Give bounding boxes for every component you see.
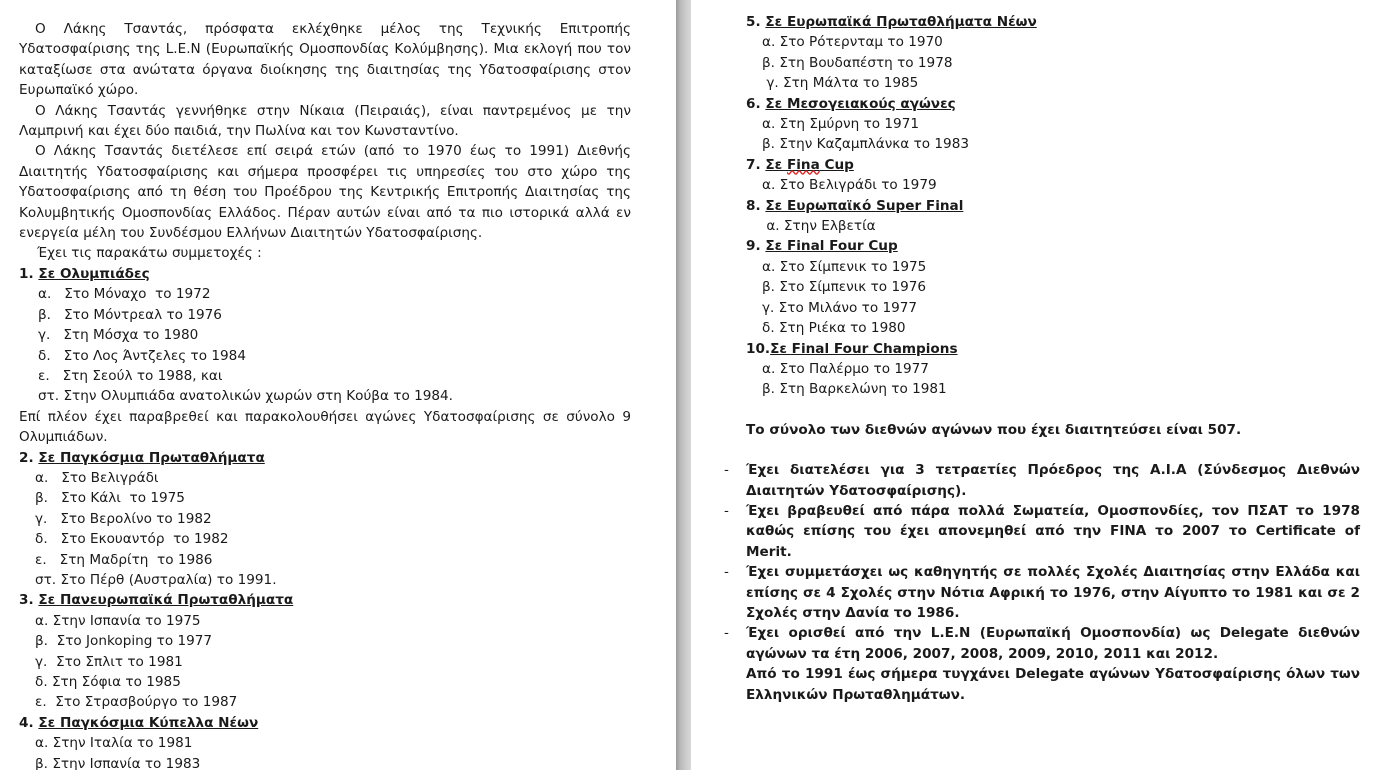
section-heading-final-four-cup: 9. Σε Final Four Cup (746, 238, 898, 255)
list-item: β. Στο Jonkoping το 1977 (35, 633, 213, 650)
intro-paragraph-1: Ο Λάκης Τσαντάς, πρόσφατα εκλέχθηκε μέλος της Τεχνικής Επιτροπής Υδατοσφαίρισης της L.E.N (Ευρωπαϊκής Ομοσπονδίας Κολύμβησης). Μια εκλογή που τον καταξίωσε στα ανώτατα όργανα διοίκησης της διαιτησίας της Υδατοσφαίρισης στον Ευρωπαϊκό χώρο. (19, 21, 631, 99)
list-item: ε. Στη Μαδρίτη το 1986 (35, 551, 213, 568)
page-gutter-divider (676, 0, 691, 770)
dash-bullet: - (724, 625, 729, 642)
list-item: δ. Στη Σόφια το 1985 (35, 674, 181, 690)
list-item: β. Στο Κάλι το 1975 (35, 490, 185, 507)
section-title: Σε Ευρωπαϊκά Πρωταθλήματα Νέων (765, 14, 1037, 30)
section-title: Σε Μεσογειακούς αγώνες (765, 95, 956, 112)
list-item: γ. Στο Σπλιτ το 1981 (35, 653, 183, 670)
participations-intro: Έχει τις παρακάτω συμμετοχές : (37, 245, 262, 262)
list-item: α. Στο Παλέρμο το 1977 (762, 360, 929, 377)
section-heading-mediterranean-games: 6. Σε Μεσογειακούς αγώνες (746, 95, 956, 112)
section-title: Σε Final Four Cup (765, 238, 898, 255)
dash-bullet: - (724, 502, 729, 519)
section-title: Σε Παγκόσμια Κύπελλα Νέων (38, 714, 259, 731)
list-item: α. Στο Μόναχο το 1972 (38, 286, 211, 303)
list-item: β. Στην Ισπανία το 1983 (35, 755, 201, 770)
section-title: Σε Fina Cup (765, 156, 854, 173)
list-item: α. Στο Ρότερνταμ το 1970 (762, 34, 943, 51)
list-item: δ. Στο Λος Άντζελες το 1984 (38, 347, 246, 364)
list-item: β. Στη Βαρκελώνη το 1981 (762, 381, 947, 398)
intro-paragraph-2: Ο Λάκης Τσαντάς γεννήθηκε στην Νίκαια (Πειραιάς), είναι παντρεμένος με την Λαμπρινή και έχει δύο παιδιά, την Πωλίνα και τον Κωνσταντίνο. (19, 102, 631, 140)
list-item: β. Στο Σίμπενικ το 1976 (762, 279, 927, 296)
list-item: ε. Στη Σεούλ το 1988, και (38, 367, 223, 384)
list-item: στ. Στο Πέρθ (Αυστραλία) το 1991. (35, 571, 277, 588)
list-item: α. Στο Βελιγράδι (35, 469, 159, 486)
list-item: β. Στην Καζαμπλάνκα το 1983 (762, 136, 969, 153)
page-text-left (19, 19, 631, 770)
section-heading-fina-cup: 7. Σε Fina Cup (746, 156, 854, 173)
section-title: Σε Final Four Champions (770, 340, 958, 357)
intro-paragraph-3: Ο Λάκης Τσαντάς διετέλεσε επί σειρά ετών (από το 1970 έως το 1991) Διεθνής Διαιτητής Υδατοσφαίρισης και σήμερα προσφέρει τις υπηρεσίες του στο χώρο της Υδατοσφαίρισης από τη θέση του Προέδρου της Κεντρικής Επιτροπής Διαιτησίας της Κολυμβητικής Ομοσπονδίας Ελλάδος. Πέραν αυτών είναι από τα πιο ιστορικά αλλά εν ενεργεία μέλη του Συνδέσμου Ελλήνων Διαιτητών Υδατοσφαίρισης. (19, 143, 631, 242)
list-item: α. Στην Ιταλία το 1981 (35, 735, 193, 752)
list-item: α. Στο Βελιγράδι το 1979 (762, 177, 937, 194)
section-heading-european-super-final: 8. Σε Ευρωπαϊκό Super Final (746, 197, 964, 214)
document-page-right (691, 0, 1382, 770)
list-item: - Έχει συμμετάσχει ως καθηγητής σε πολλές Σχολές Διαιτησίας στην Ελλάδα και επίσης σε 4 Σχολές στην Νότια Αφρική το 1976, στην Αίγυπτο το 1981 και σε 2 Σχολές στην Δανία το 1986. (724, 564, 1360, 621)
section-title: Σε Ολυμπιάδες (38, 265, 150, 282)
delegate-statement: Από το 1991 έως σήμερα τυγχάνει Delegate αγώνων Υδατοσφαίρισης όλων των Ελληνικών Πρωταθλημάτων. (746, 666, 1360, 703)
list-item: γ. Στη Μόσχα το 1980 (38, 327, 199, 344)
list-item: α. Στο Σίμπενικ το 1975 (762, 258, 927, 275)
section-title: Σε Πανευρωπαϊκά Πρωταθλήματα (38, 592, 294, 609)
list-item: γ. Στο Μιλάνο το 1977 (762, 299, 918, 316)
list-item: β. Στο Μόντρεαλ το 1976 (38, 306, 222, 323)
document-page-left (0, 0, 676, 770)
list-item: δ. Στη Ριέκα το 1980 (762, 320, 906, 337)
total-matches-statement: Το σύνολο των διεθνών αγώνων που έχει διαιτητεύσει είναι 507. (746, 421, 1242, 438)
section-title: Σε Ευρωπαϊκό Super Final (765, 197, 964, 214)
section-heading-final-four-champions: 10.Σε Final Four Champions (746, 340, 958, 357)
achievements-list (724, 460, 1360, 664)
dash-bullet: - (724, 564, 729, 581)
list-item: α. Στην Ισπανία το 1975 (35, 612, 201, 629)
section-heading-world-youth-cups: 4. Σε Παγκόσμια Κύπελλα Νέων (19, 714, 259, 731)
section-heading-world-championships: 2. Σε Παγκόσμια Πρωταθλήματα (19, 449, 265, 466)
list-item: γ. Στο Βερολίνο το 1982 (35, 510, 212, 527)
section-heading-european-championships: 3. Σε Πανευρωπαϊκά Πρωταθλήματα (19, 592, 294, 609)
list-item: - Έχει βραβευθεί από πάρα πολλά Σωματεία, Ομοσπονδίες, τον ΠΣΑΤ το 1978 καθώς επίσης του έχει απονεμηθεί από την FINA το 2007 το Certificate of Merit. (724, 502, 1360, 560)
section-heading-olympics: 1. Σε Ολυμπιάδες (19, 265, 150, 282)
list-item: - Έχει διατελέσει για 3 τετραετίες Πρόεδρος της Α.Ι.Α (Σύνδεσμος Διεθνών Διαιτητών Υδατοσφαίρισης). (724, 462, 1360, 499)
list-item: δ. Στο Εκουαντόρ το 1982 (35, 531, 229, 548)
list-item: στ. Στην Ολυμπιάδα ανατολικών χωρών στη Κούβα το 1984. (38, 388, 454, 405)
page-text-right (724, 12, 1360, 705)
spellcheck-word: Fina (786, 156, 820, 173)
list-item: α. Στη Σμύρνη το 1971 (762, 116, 919, 133)
list-item: β. Στη Βουδαπέστη το 1978 (762, 54, 953, 71)
dash-bullet: - (724, 462, 729, 479)
list-item: γ. Στη Μάλτα το 1985 (762, 75, 919, 92)
list-item: ε. Στο Στρασβούργο το 1987 (35, 694, 238, 711)
section-heading-european-youth-championships: 5. Σε Ευρωπαϊκά Πρωταθλήματα Νέων (746, 14, 1037, 30)
list-item: - Έχει ορισθεί από την L.E.N (Ευρωπαϊκή Ομοσπονδία) ως Delegate διεθνών αγώνων τα έτη 2006, 2007, 2008, 2009, 2010, 2011 και 2012. (724, 625, 1360, 662)
list-item: α. Στην Ελβετία (762, 218, 876, 235)
olympics-note: Επί πλέον έχει παραβρεθεί και παρακολουθήσει αγώνες Υδατοσφαίρισης σε σύνολο 9 Ολυμπιάδων. (19, 408, 631, 446)
section-title: Σε Παγκόσμια Πρωταθλήματα (38, 449, 265, 466)
